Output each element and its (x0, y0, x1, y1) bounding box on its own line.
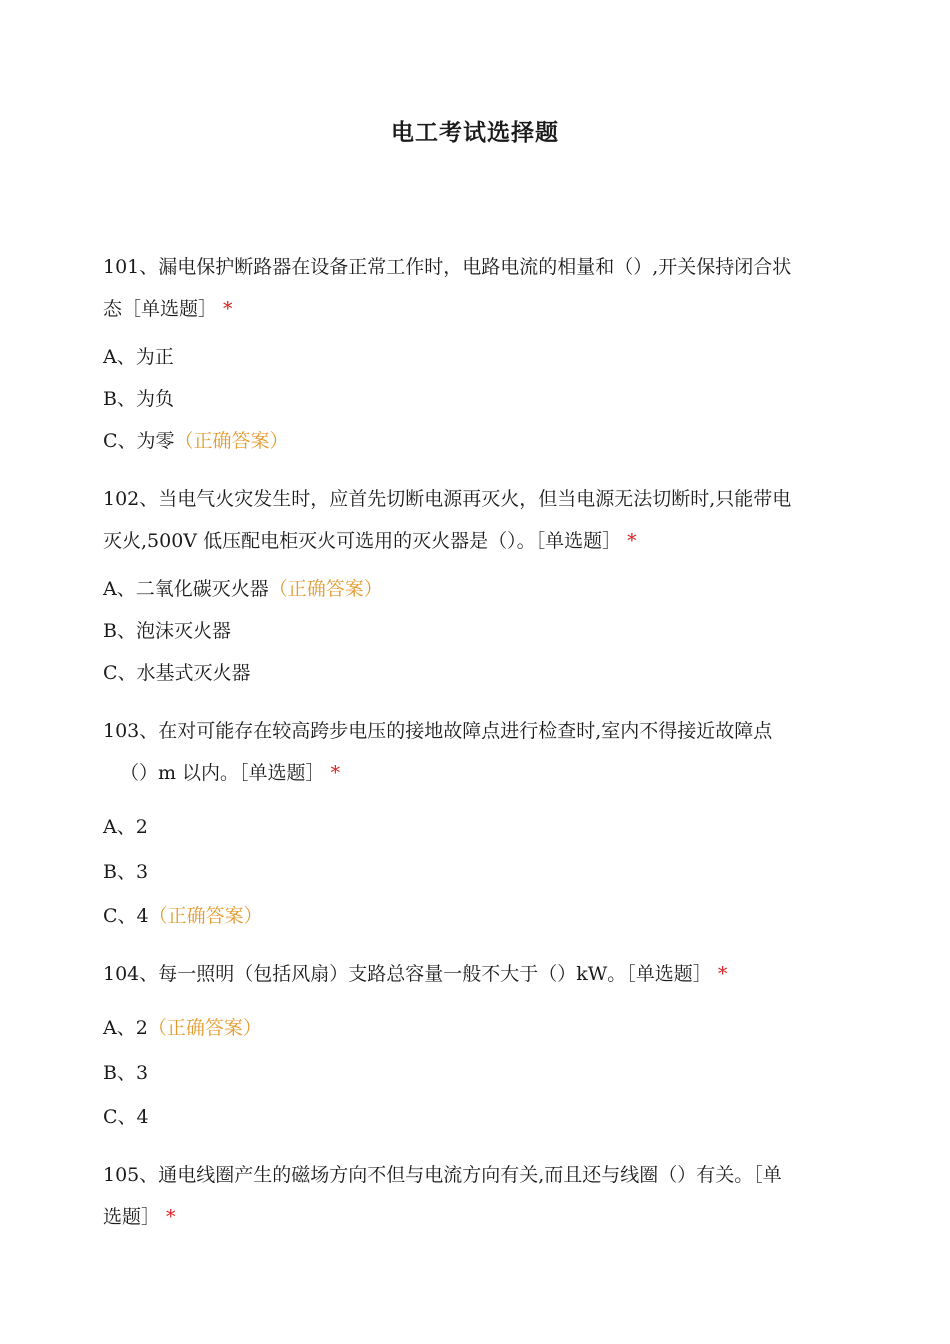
question-text-line: 103、在对可能存在较高跨步电压的接地故障点进行检查时,室内不得接近故障点 (103, 720, 773, 742)
required-mark: * (166, 1206, 176, 1228)
question-text-line: 态［单选题］ * (103, 298, 233, 320)
option-b: B、3 (103, 1062, 149, 1084)
option-a: A、2（正确答案） (103, 1017, 262, 1039)
question-text-line: 101、漏电保护断路器在设备正常工作时，电路电流的相量和（）,开关保持闭合状 (103, 256, 792, 278)
correct-answer-label: （正确答案） (268, 578, 383, 600)
required-mark: * (717, 963, 728, 985)
option-c: C、4（正确答案） (103, 905, 263, 927)
option-a: A、为正 (103, 346, 174, 368)
required-mark: * (223, 298, 233, 320)
correct-answer-label: （正确答案） (148, 905, 263, 927)
question-text-line: 105、通电线圈产生的磁场方向不但与电流方向有关,而且还与线圈（）有关。［单 (103, 1164, 782, 1186)
option-b: B、3 (103, 861, 149, 883)
option-c: C、水基式灭火器 (103, 662, 251, 684)
required-mark: * (330, 762, 341, 784)
option-b: B、泡沫灭火器 (103, 620, 231, 642)
question-text-line: 选题］ * (103, 1206, 176, 1228)
document-title: 电工考试选择题 (391, 120, 559, 146)
correct-answer-label: （正确答案） (174, 430, 289, 452)
option-a: A、二氧化碳灭火器（正确答案） (103, 578, 383, 600)
option-c: C、4 (103, 1106, 149, 1128)
correct-answer-label: （正确答案） (147, 1017, 262, 1039)
question-text-line: 104、每一照明（包括风扇）支路总容量一般不大于（）kW。［单选题］ * (103, 963, 728, 985)
question-text-line: 灭火,500V 低压配电柜灭火可选用的灭火器是（）。［单选题］ * (103, 530, 637, 552)
required-mark: * (627, 530, 637, 552)
option-a: A、2 (103, 816, 148, 838)
question-text-line: 102、当电气火灾发生时，应首先切断电源再灭火，但当电源无法切断时,只能带电 (103, 488, 792, 510)
option-c: C、为零（正确答案） (103, 430, 289, 452)
question-text-line: （）m 以内。［单选题］ * (120, 762, 341, 784)
option-b: B、为负 (103, 388, 174, 410)
